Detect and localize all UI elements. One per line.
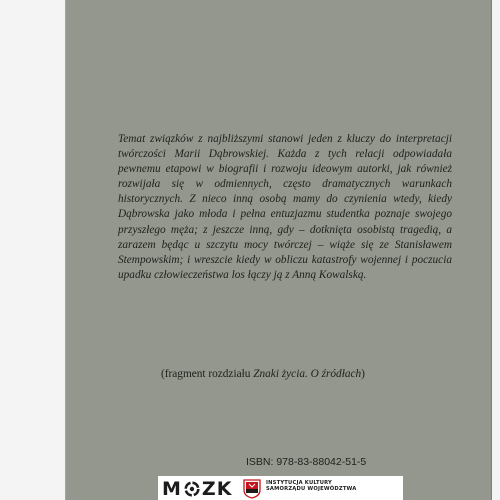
blurb-text: Temat związków z najbliższymi stanowi jeden z kluczy do interpretacji twórczości Marii Dąbrowskiej. Każda z tych relacji odpowiadała pewnemu etapowi w biografii i rozwoju ideowym autorki, jak również rozwijała się w odmiennych, często dramatycznych warunkach historycznych. Z nieco inną osobą mamy do czynienia wtedy, kiedy Dąbrowska jako młoda i pełna entuzjazmu studentka poznaje swojego przyszłego męża; z jeszcze inną, gdy – dotknięta osobistą tragedią, a zarazem będąc u szczytu mocy twórczej – wiąże się ze Stanisławem Stempowskim; i wreszcie kiedy w obliczu katastrofy wojennej i poczucia upadku człowieczeństwa los łączy ją z Anną Kowalską.	[118, 133, 452, 281]
isbn-number: ISBN: 978-83-88042-51-5	[246, 456, 367, 468]
regional-crest-icon	[243, 479, 261, 499]
publisher-logo-strip	[158, 476, 403, 500]
mozk-letter-m: M	[162, 478, 182, 500]
institution-name	[266, 480, 356, 492]
book-back-cover	[66, 0, 491, 500]
source-prefix: (fragment rozdziału	[161, 368, 254, 380]
institution-line: INSTYTUCJA KULTURY	[266, 480, 333, 486]
source-chapter-title: Znaki życia. O źródłach	[253, 368, 362, 380]
source-note	[161, 368, 365, 380]
circular-arrows-o-icon	[183, 480, 201, 498]
source-suffix: )	[361, 368, 365, 380]
mozk-letters-zk: ZK	[201, 478, 233, 500]
mozk-logo	[162, 478, 232, 500]
institution-line: SAMORZĄDU WOJEWÓDZTWA	[266, 486, 357, 492]
